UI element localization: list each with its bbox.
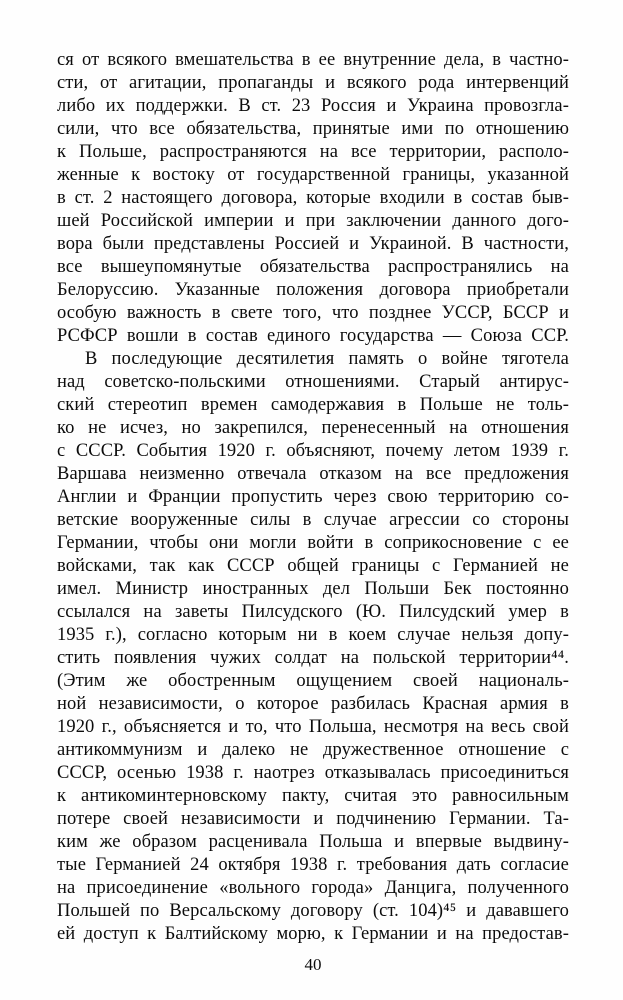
text-line: 1920 г., объясняется и то, что Польша, несмотря на весь свой xyxy=(57,717,569,737)
text-line: Польшей по Версальскому договору (ст. 104)⁴⁵ и дававшего xyxy=(57,901,569,921)
page-number: 40 xyxy=(304,955,322,974)
text-line: стить появления чужих солдат на польской территории⁴⁴. xyxy=(57,648,569,668)
text-line: В последующие десятилетия память о войне тяготела xyxy=(85,349,569,369)
text-line: шей Российской империи и при заключении данного дого- xyxy=(57,211,569,231)
text-line: Варшава неизменно отвечала отказом на все предложения xyxy=(57,464,569,484)
text-line: 1935 г.), согласно которым ни в коем случае нельзя допу- xyxy=(57,625,569,645)
text-line: над советско-польскими отношениями. Старый антирус- xyxy=(57,372,569,392)
text-line: женные к востоку от государственной границы, указанной xyxy=(57,165,569,185)
text-line: ский стереотип времен самодержавия в Польше не толь- xyxy=(57,395,569,415)
text-line: к антикоминтерновскому пакту, считая это равносильным xyxy=(57,786,569,806)
text-line: потере своей независимости и подчинению Германии. Та- xyxy=(57,809,569,829)
text-line: с СССР. События 1920 г. объясняют, почему летом 1939 г. xyxy=(57,441,569,461)
text-line: на присоединение «вольного города» Данцига, полученного xyxy=(57,878,569,898)
text-line: имел. Министр иностранных дел Польши Бек постоянно xyxy=(57,579,569,599)
text-block xyxy=(57,49,569,946)
text-line: РСФСР вошли в состав единого государства — Союза ССР. xyxy=(57,326,569,346)
text-line: ветские вооруженные силы в случае агрессии со стороны xyxy=(57,510,569,530)
text-line: все вышеупомянутые обязательства распространялись на xyxy=(57,257,569,277)
paragraph xyxy=(57,348,569,946)
text-line: СССР, осенью 1938 г. наотрез отказывалась присоединиться xyxy=(57,763,569,783)
text-line: Англии и Франции пропустить через свою территорию со- xyxy=(57,487,569,507)
text-line: войсками, так как СССР общей границы с Германией не xyxy=(57,556,569,576)
text-line: (Этим же обостренным ощущением своей националь- xyxy=(57,671,569,691)
text-line: особую важность в свете того, что позднее УССР, БССР и xyxy=(57,303,569,323)
text-line: сти, от агитации, пропаганды и всякого рода интервенций xyxy=(57,73,569,93)
text-line: ной независимости, о которое разбилась Красная армия в xyxy=(57,694,569,714)
text-line: Белоруссию. Указанные положения договора приобретали xyxy=(57,280,569,300)
text-line: сили, что все обязательства, принятые ими по отношению xyxy=(57,119,569,139)
text-line: вора были представлены Россией и Украиной. В частности, xyxy=(57,234,569,254)
text-line: ким же образом расценивала Польша и впервые выдвину- xyxy=(57,832,569,852)
text-line: Германии, чтобы они могли войти в соприкосновение с ее xyxy=(57,533,569,553)
paragraph xyxy=(57,49,569,348)
text-line: ей доступ к Балтийскому морю, к Германии и на предостав- xyxy=(57,924,569,944)
text-line: в ст. 2 настоящего договора, которые входили в состав быв- xyxy=(57,188,569,208)
text-line: либо их поддержки. В ст. 23 Россия и Украина провозгла- xyxy=(57,96,569,116)
text-line: ссылался на заветы Пилсудского (Ю. Пилсудский умер в xyxy=(57,602,569,622)
text-line: тые Германией 24 октября 1938 г. требования дать согласие xyxy=(57,855,569,875)
text-line: к Польше, распространяются на все территории, располо- xyxy=(57,142,569,162)
text-line: ко не исчез, но закрепился, перенесенный на отношения xyxy=(57,418,569,438)
text-line: ся от всякого вмешательства в ее внутренние дела, в частно- xyxy=(57,50,569,70)
text-line: антикоммунизм и далеко не дружественное отношение с xyxy=(57,740,569,760)
page-footer xyxy=(57,955,569,975)
